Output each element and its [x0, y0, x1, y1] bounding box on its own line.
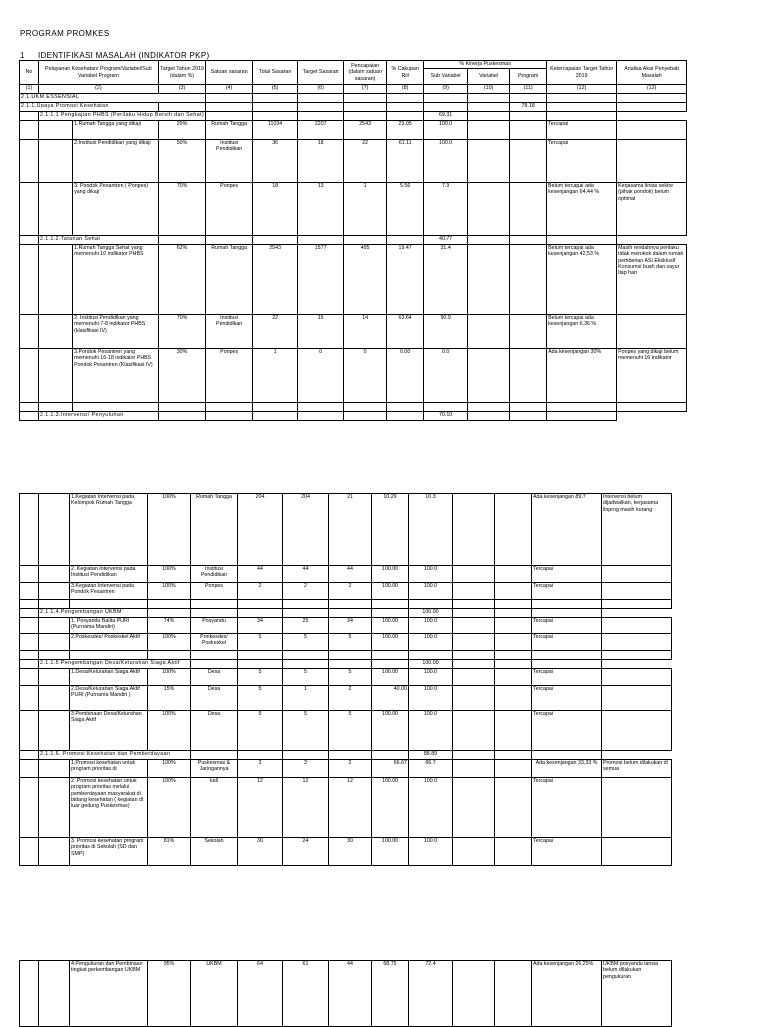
table-row: [20, 778, 672, 838]
sub-variabel-cell: 72.4: [409, 961, 453, 1027]
analisa-cell: Masih rendahnya perilaku tidak merokok dalam rumah pemberian ASI Eksklusif Konsumsi buah dan sayur tiap hari: [617, 245, 687, 315]
target-sasaran-cell: 5: [283, 634, 329, 651]
pencapaian-cell: 495: [344, 245, 387, 315]
table-row: [20, 566, 672, 583]
ketercapaian-cell: Tercapai: [532, 583, 602, 600]
header-analisa: Analisa Akar Penyebab Masalah: [617, 61, 687, 85]
table-row: [20, 494, 672, 566]
pencapaian-cell: 1: [344, 183, 387, 236]
analisa-cell: Promosi belum dilakukan di semua: [602, 760, 672, 778]
indicator-name: 1.Desa/Kelurahan Siaga Aktif: [70, 669, 148, 686]
header-cakupan: % Cakupan Riil: [387, 61, 424, 85]
target-cell: 100%: [148, 711, 191, 751]
table-row: [20, 349, 687, 403]
target-cell: 95%: [148, 961, 191, 1027]
header-satuan: Satuan sasaran: [206, 61, 253, 85]
target-cell: 30%: [158, 349, 205, 403]
satuan-cell: Puskesmas & Jaringannya: [191, 760, 238, 778]
target-cell: 50%: [158, 140, 205, 183]
target-sasaran-cell: 2207: [298, 121, 344, 140]
table-row: [20, 961, 672, 1027]
pencapaian-cell: 5: [329, 669, 372, 686]
col-number: (9): [424, 85, 468, 94]
variable-value: 70.10: [424, 412, 468, 421]
sub-variabel-cell: 100.0: [409, 634, 453, 651]
total-cell: 5: [238, 686, 283, 711]
indicator-name: 1.Rumah Tangga Sehat yang memenuhi 10 indikator PHBS: [73, 245, 159, 315]
ketercapaian-cell: Ada kesenjangan 33,33 %: [532, 760, 602, 778]
target-cell: 15%: [148, 686, 191, 711]
ketercapaian-cell: Belum tercapai ada kesenjangan 42,53 %: [547, 245, 617, 315]
sub-variabel-cell: 100.0: [409, 711, 453, 751]
header-kinerja: % Kinerja Puskesmas: [424, 61, 547, 69]
target-sasaran-cell: 204: [283, 494, 329, 566]
pencapaian-cell: 2: [329, 686, 372, 711]
header-total-sasaran: Total Sasaran: [253, 61, 298, 85]
pencapaian-cell: 2: [329, 760, 372, 778]
ketercapaian-cell: Tercapai: [532, 838, 602, 866]
variable-label: 2.1.1.2.Tatanan Sehat: [39, 236, 159, 245]
table-row: [20, 583, 672, 600]
satuan-cell: Rumah Tangga: [206, 245, 253, 315]
variable-label: 2.1.1.5 Pengembangan Desa/Kelurahan Siaga Aktif: [39, 660, 191, 669]
target-sasaran-cell: 13: [298, 183, 344, 236]
indicator-name: 2.Desa/Kelurahan Siaga Aktif PURI (Purnama Mandiri ): [70, 686, 148, 711]
col-number: (10): [468, 85, 510, 94]
variable-row-promosi: [20, 751, 672, 760]
satuan-cell: Sekolah: [191, 838, 238, 866]
cakupan-cell: 100.00: [372, 566, 409, 583]
empty-row: [20, 600, 672, 609]
analisa-cell: Intervensi belum dijadwalkan, kerjasama linprog masih kurang: [602, 494, 672, 566]
header-sub-variabel: Sub Variabel: [424, 69, 468, 85]
indicator-table-part-2: [19, 493, 672, 866]
target-sasaran-cell: 5: [283, 711, 329, 751]
table-row: [20, 669, 672, 686]
section-title: IDENTIFIKASI MASALAH (INDIKATOR PKP): [38, 51, 210, 60]
pencapaian-cell: 2: [329, 583, 372, 600]
target-cell: 81%: [148, 838, 191, 866]
cakupan-cell: 63.64: [387, 315, 424, 349]
ketercapaian-cell: Tercapai: [532, 618, 602, 634]
total-cell: 36: [253, 140, 298, 183]
total-cell: 30: [238, 838, 283, 866]
pencapaian-cell: 21: [329, 494, 372, 566]
pencapaian-cell: 44: [329, 961, 372, 1027]
section-label: 2.1.UKM ESSENSIAL: [20, 94, 159, 103]
ketercapaian-cell: Ada kesenjangan 89,7: [532, 494, 602, 566]
indicator-name: 3.Kegiatan Intervensi pada Pondok Pesantren: [70, 583, 148, 600]
cakupan-cell: 66.67: [372, 760, 409, 778]
indicator-name: 1.Rumah Tangga yang dikaji: [73, 121, 159, 140]
col-number: (11): [510, 85, 547, 94]
satuan-cell: Desa: [191, 669, 238, 686]
sub-variabel-cell: 66.7: [409, 760, 453, 778]
col-number: (5): [253, 85, 298, 94]
variable-label: 2.1.1.4.Pengembangan UKBM: [39, 609, 148, 618]
target-cell: 74%: [148, 618, 191, 634]
target-cell: 70%: [158, 183, 205, 236]
target-sasaran-cell: 15: [298, 315, 344, 349]
sub-variabel-cell: 100.0: [409, 669, 453, 686]
total-cell: 3: [238, 760, 283, 778]
satuan-cell: Institusi Pendidikan: [191, 566, 238, 583]
col-number: (8): [387, 85, 424, 94]
target-cell: 100%: [148, 634, 191, 651]
total-cell: 2: [238, 583, 283, 600]
sub-variabel-cell: 10.3: [409, 494, 453, 566]
indicator-table-part-3: [19, 960, 672, 1027]
total-cell: 204: [238, 494, 283, 566]
pencapaian-cell: 2543: [344, 121, 387, 140]
variable-value: 69.31: [424, 112, 468, 121]
target-cell: 100%: [148, 583, 191, 600]
cakupan-cell: 100.00: [372, 778, 409, 838]
variable-value: 100.00: [409, 609, 453, 618]
total-cell: 22: [253, 315, 298, 349]
header-target-tahun: Target Tahun 2019 (dalam %): [158, 61, 205, 85]
satuan-cell: Desa: [191, 686, 238, 711]
ketercapaian-cell: Ada kesenjangan 30%: [547, 349, 617, 403]
indicator-name: 3.Pondok Pesantren yang memenuhi 16-18 indikator PHBS Pondok Pesantren (Klasifikasi IV): [73, 349, 159, 403]
variable-label: 2.1.1.3.Intervensi/ Penyuluhan: [39, 412, 159, 421]
indicator-name: 2. Institusi Pendidikan yang memenuhi 7-8 indikator PHBS (klasifikasi IV): [73, 315, 159, 349]
target-cell: 100%: [148, 566, 191, 583]
total-cell: 5: [238, 711, 283, 751]
section-row-upaya: [20, 103, 687, 112]
variable-label: 2.1.1.6. Promosi Kesehatan dan Pemberdayaan: [39, 751, 191, 760]
cakupan-cell: 0.00: [387, 349, 424, 403]
ketercapaian-cell: Tercapai: [547, 121, 617, 140]
satuan-cell: UKBM: [191, 961, 238, 1027]
variable-row-desa: [20, 660, 672, 669]
variable-row-phbs: [20, 112, 687, 121]
header-program-col: Program: [510, 69, 547, 85]
indicator-name: 4.Pengukuran dan Pembinaan tingkat perkembangan UKBM: [70, 961, 148, 1027]
pencapaian-cell: 5: [329, 634, 372, 651]
ketercapaian-cell: Ada kesenjangan 26,25%: [532, 961, 602, 1027]
pencapaian-cell: 22: [344, 140, 387, 183]
cakupan-cell: 5.56: [387, 183, 424, 236]
total-cell: 5: [238, 669, 283, 686]
satuan-cell: Ponpes: [191, 583, 238, 600]
variable-row-tatanan: [20, 236, 687, 245]
col-number: (3): [158, 85, 205, 94]
pencapaian-cell: 34: [329, 618, 372, 634]
variable-row-ukbm: [20, 609, 672, 618]
target-sasaran-cell: 18: [298, 140, 344, 183]
table-row: [20, 140, 687, 183]
header-program: Pelayanan Kesehatan/ Program/Variabel/Sub Variabel Program: [39, 61, 159, 85]
header-no: No: [20, 61, 39, 85]
cakupan-cell: 100.00: [372, 634, 409, 651]
col-number: (13): [617, 85, 687, 94]
ketercapaian-cell: Tercapai: [532, 634, 602, 651]
empty-row: [20, 651, 672, 660]
indicator-name: 3. Pondok Pesantren ( Ponpes) yang dikaji: [73, 183, 159, 236]
target-sasaran-cell: 25: [283, 618, 329, 634]
col-number: (1): [20, 85, 39, 94]
indicator-name: 1.Kegiatan Intervensi pada Kelompok Rumah Tangga: [70, 494, 148, 566]
total-cell: 2543: [253, 245, 298, 315]
header-row: [20, 61, 687, 69]
cakupan-cell: 100.00: [372, 711, 409, 751]
satuan-cell: Institusi Pendidikan: [206, 315, 253, 349]
pencapaian-cell: 5: [329, 711, 372, 751]
target-cell: 62%: [158, 245, 205, 315]
cakupan-cell: 10.29: [372, 494, 409, 566]
indicator-name: 1. Posyandu Balita PURI (Purnama Mandiri): [70, 618, 148, 634]
target-sasaran-cell: 3: [283, 760, 329, 778]
target-sasaran-cell: 1577: [298, 245, 344, 315]
header-variabel: Variabel: [468, 69, 510, 85]
table-row: [20, 315, 687, 349]
indicator-name: 1.Promosi kesehatan untuk program prioritas di: [70, 760, 148, 778]
program-value: 78.18: [510, 103, 547, 112]
total-cell: 11034: [253, 121, 298, 140]
pencapaian-cell: 14: [344, 315, 387, 349]
sub-variabel-cell: 100.0: [409, 583, 453, 600]
table-row: [20, 711, 672, 751]
table-row: [20, 183, 687, 236]
cakupan-cell: 40.00: [372, 686, 409, 711]
sub-variabel-cell: 0.0: [424, 349, 468, 403]
satuan-cell: Ponpes: [206, 183, 253, 236]
table-row: [20, 760, 672, 778]
cakupan-cell: 23.05: [387, 121, 424, 140]
sub-variabel-cell: 100.0: [409, 618, 453, 634]
sub-variabel-cell: 100.0: [409, 778, 453, 838]
target-sasaran-cell: 0: [298, 349, 344, 403]
pencapaian-cell: 44: [329, 566, 372, 583]
header-target-sasaran: Target Sasaran: [298, 61, 344, 85]
target-sasaran-cell: 1: [283, 686, 329, 711]
indicator-name: 2. Kegiatan Intervensi pada Institusi Pendidikan: [70, 566, 148, 583]
sub-variabel-cell: 100.0: [409, 838, 453, 866]
total-cell: 18: [253, 183, 298, 236]
cakupan-cell: 100.00: [372, 838, 409, 866]
col-number: (12): [547, 85, 617, 94]
ketercapaian-cell: Tercapai: [532, 686, 602, 711]
analisa-cell: Ponpes yang dikaji belum memenuhi 16 indikator: [617, 349, 687, 403]
ketercapaian-cell: Belum tercapai ada kesenjangan 6,36 %: [547, 315, 617, 349]
header-ketercapaian: Ketercapaian Target Tahun 2019: [547, 61, 617, 85]
indicator-name: 2.Poskesdes/ Poskeskel Aktif: [70, 634, 148, 651]
section-number: 1: [20, 51, 25, 60]
table-row: [20, 838, 672, 866]
analisa-cell: UKBM posyandu lansia belum dilakukan pengukuran: [602, 961, 672, 1027]
header-pencapaian: Pencapaian (dalam satuan sasaran): [344, 61, 387, 85]
target-sasaran-cell: 5: [283, 669, 329, 686]
target-sasaran-cell: 24: [283, 838, 329, 866]
table-row: [20, 245, 687, 315]
cakupan-cell: 61.11: [387, 140, 424, 183]
satuan-cell: Rumah Tangga: [191, 494, 238, 566]
total-cell: 44: [238, 566, 283, 583]
ketercapaian-cell: Tercapai: [532, 711, 602, 751]
target-sasaran-cell: 2: [283, 583, 329, 600]
analisa-cell: Kerjasama lintas sektor (pihak pondok) belum optimal: [617, 183, 687, 236]
table-row: [20, 686, 672, 711]
sub-variabel-cell: 100.0: [424, 121, 468, 140]
cakupan-cell: 100.00: [372, 669, 409, 686]
ketercapaian-cell: Tercapai: [532, 778, 602, 838]
total-cell: 64: [238, 961, 283, 1027]
section-row-ukm: [20, 94, 687, 103]
variable-value: 40.77: [424, 236, 468, 245]
target-cell: 20%: [158, 121, 205, 140]
variable-value: 100.00: [409, 660, 453, 669]
sub-variabel-cell: 90.9: [424, 315, 468, 349]
target-cell: 100%: [148, 778, 191, 838]
variable-value: 88.89: [409, 751, 453, 760]
target-cell: 100%: [148, 669, 191, 686]
section-heading: [20, 51, 209, 60]
col-number: (7): [344, 85, 387, 94]
table-row: [20, 121, 687, 140]
target-sasaran-cell: 12: [283, 778, 329, 838]
table-row: [20, 634, 672, 651]
col-number: (2): [39, 85, 159, 94]
satuan-cell: Posyandu: [191, 618, 238, 634]
sub-variabel-cell: 7.9: [424, 183, 468, 236]
total-cell: 34: [238, 618, 283, 634]
sub-variabel-cell: 100.0: [409, 566, 453, 583]
indicator-table-part-1: [19, 60, 687, 421]
satuan-cell: Ponpes: [206, 349, 253, 403]
satuan-cell: Desa: [191, 711, 238, 751]
target-sasaran-cell: 61: [283, 961, 329, 1027]
satuan-cell: Institusi Pendidikan: [206, 140, 253, 183]
document-title: PROGRAM PROMKES: [20, 29, 110, 38]
cakupan-cell: 68.75: [372, 961, 409, 1027]
indicator-name: 2..Promosi kesehatan untuk program prioritas melalui pemberdayaan masyarakat di bidang kesehatan ( kegiatan di luar gedung Puskesmas): [70, 778, 148, 838]
satuan-cell: Ponkesdes/ Poskeskel: [191, 634, 238, 651]
total-cell: 12: [238, 778, 283, 838]
pencapaian-cell: 12: [329, 778, 372, 838]
indicator-name: 3.Pembinaan Desa/Kelurahan Siaga Aktif: [70, 711, 148, 751]
sub-variabel-cell: 100.0: [409, 686, 453, 711]
ketercapaian-cell: Tercapai: [532, 566, 602, 583]
col-number: (6): [298, 85, 344, 94]
target-cell: 100%: [148, 494, 191, 566]
pencapaian-cell: 30: [329, 838, 372, 866]
target-sasaran-cell: 44: [283, 566, 329, 583]
pencapaian-cell: 0: [344, 349, 387, 403]
ketercapaian-cell: Tercapai: [532, 669, 602, 686]
target-cell: 70%: [158, 315, 205, 349]
target-cell: 100%: [148, 760, 191, 778]
col-number: (4): [206, 85, 253, 94]
table-row: [20, 618, 672, 634]
sub-variabel-cell: 31.4: [424, 245, 468, 315]
cakupan-cell: 100.00: [372, 583, 409, 600]
variable-row-intervensi: [20, 412, 687, 421]
indicator-name: 3. Promosi kesehatan program prioritas di Sekolah (SD dan SMP): [70, 838, 148, 866]
satuan-cell: Rumah Tangga: [206, 121, 253, 140]
sub-variabel-cell: 100.0: [424, 140, 468, 183]
cakupan-cell: 19.47: [387, 245, 424, 315]
ketercapaian-cell: Belum tercapai ada kesenjangan 64,44 %: [547, 183, 617, 236]
variable-label: 2.1.1.1 Pengkajian PHBS (Perilaku Hidup Bersih dan Sehat): [39, 112, 206, 121]
header-number-row: [20, 85, 687, 94]
indicator-name: 2.Institusi Pendidikan yang dikaji: [73, 140, 159, 183]
cakupan-cell: 100.00: [372, 618, 409, 634]
total-cell: 1: [253, 349, 298, 403]
section-label: 2.1.1.Upaya Promosi Kesehatan: [20, 103, 159, 112]
satuan-cell: kali: [191, 778, 238, 838]
total-cell: 5: [238, 634, 283, 651]
empty-row: [20, 403, 687, 412]
ketercapaian-cell: Tercapai: [547, 140, 617, 183]
